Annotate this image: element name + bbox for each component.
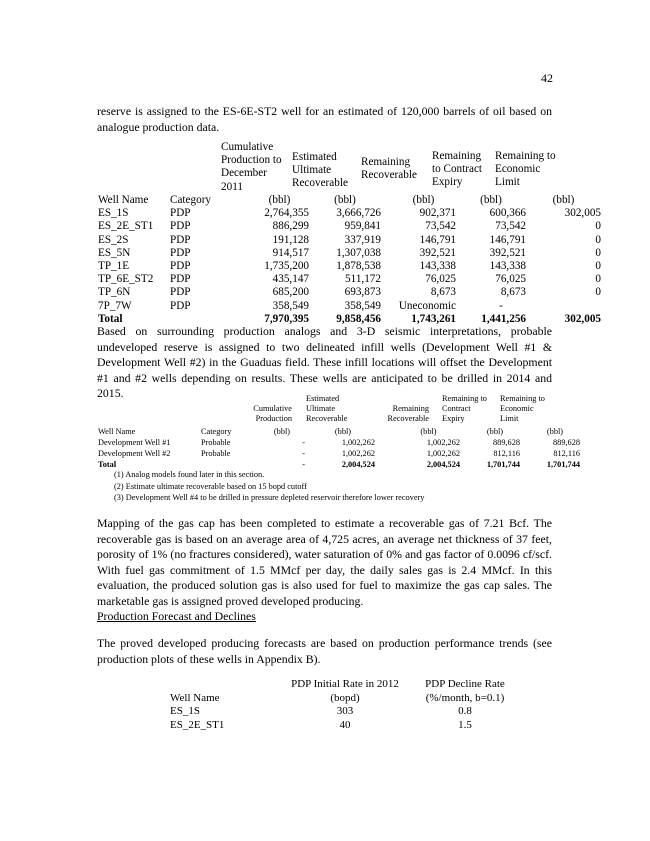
cell: 685,200 xyxy=(272,286,309,299)
cell: TP_1E xyxy=(98,260,130,273)
column-header: (bbl) xyxy=(273,427,291,436)
cell: 1,002,262 xyxy=(426,438,460,447)
cell: PDP xyxy=(170,260,191,273)
section-heading: Production Forecast and Declines xyxy=(97,609,256,623)
cell: 302,005 xyxy=(564,312,601,325)
column-header: (bbl) xyxy=(334,427,352,436)
cell: Probable xyxy=(201,449,231,458)
cell: Total xyxy=(98,312,123,325)
column-header: Well Name xyxy=(98,194,149,206)
cell: - xyxy=(302,449,305,458)
table-row xyxy=(98,437,580,448)
cell: 886,299 xyxy=(272,220,309,233)
cell: 0 xyxy=(595,260,601,273)
cell: 358,549 xyxy=(272,299,309,312)
cell: ES_2E_ST1 xyxy=(170,718,225,731)
cell: 1,735,200 xyxy=(264,260,309,273)
t2-header-eur: Estimated Ultimate Recoverable xyxy=(306,394,348,423)
table-header-row xyxy=(98,426,580,437)
column-header: PDP Decline Rate xyxy=(425,678,505,690)
table-note: (2) Estimate ultimate recoverable based on 15 bopd cutoff xyxy=(114,481,307,491)
cell: 337,919 xyxy=(344,233,381,246)
cell: 959,841 xyxy=(344,220,381,233)
cell: 2,004,524 xyxy=(341,460,375,469)
cell: PDP xyxy=(170,233,191,246)
cell: 8,673 xyxy=(500,286,526,299)
t1-header-contract: Remaining to Contract Expiry xyxy=(432,150,483,189)
table-row xyxy=(98,247,601,260)
t2-header-remaining: Remaining Recoverable xyxy=(387,404,429,423)
cell: PDP xyxy=(170,246,191,259)
cell: TP_6E_ST2 xyxy=(98,273,154,286)
table-row xyxy=(98,448,580,459)
column-header: (%/month, b=0.1) xyxy=(425,691,505,704)
column-header: Well Name xyxy=(170,691,220,704)
table-header-row xyxy=(170,692,525,706)
cell: 600,366 xyxy=(489,207,526,220)
cell: 7,970,395 xyxy=(264,312,309,325)
t1-header-economic: Remaining to Economic Limit xyxy=(495,150,556,189)
cell: 9,858,456 xyxy=(336,312,381,325)
cell: 392,521 xyxy=(419,246,456,259)
cell: 143,338 xyxy=(419,260,456,273)
table-row xyxy=(98,234,601,247)
cell: 1,002,262 xyxy=(426,449,460,458)
table-header-row xyxy=(170,678,525,692)
cell: Development Well #2 xyxy=(98,449,171,458)
t2-header-economic: Remaining to Economic Limit xyxy=(500,394,545,423)
cell: PDP xyxy=(170,273,191,286)
cell: 303 xyxy=(336,705,354,717)
cell: 889,628 xyxy=(493,438,520,447)
cell: 1,878,538 xyxy=(336,260,381,273)
cell: 40 xyxy=(339,718,351,731)
cell: 2,764,355 xyxy=(264,207,309,220)
column-header: Category xyxy=(170,194,212,206)
column-header: (bbl) xyxy=(268,194,291,206)
reserves-table-probable xyxy=(98,426,580,470)
cell: Uneconomic xyxy=(398,299,456,312)
t1-header-cumulative: Cumulative Production to December 2011 xyxy=(221,141,282,193)
paragraph-reserve: reserve is assigned to the ES-6E-ST2 well for an estimated of 120,000 barrels of oil based on analogue production data. xyxy=(97,104,552,134)
cell: 1.5 xyxy=(458,718,472,731)
cell: ES_1S xyxy=(98,207,129,220)
table-header-row xyxy=(98,194,601,207)
cell: 1,002,262 xyxy=(341,449,375,458)
table-row xyxy=(98,260,601,273)
cell: 0 xyxy=(595,233,601,246)
paragraph-forecast: The proved developed producing forecasts are based on production performance trends (see production plots of these wells in Appendix B). xyxy=(97,636,552,666)
column-header: (bbl) xyxy=(420,427,437,436)
column-header: (bbl) xyxy=(480,194,502,206)
column-header: (bbl) xyxy=(486,427,504,436)
table-row xyxy=(98,273,601,286)
t2-header-contract: Remaining to Contract Expiry xyxy=(442,394,487,423)
table-row xyxy=(98,220,601,233)
column-header: PDP Initial Rate in 2012 xyxy=(291,678,399,690)
cell: 812,116 xyxy=(493,449,520,458)
cell: 73,542 xyxy=(495,220,526,233)
cell: 76,025 xyxy=(495,273,526,286)
table-note: (3) Development Well #4 to be drilled in pressure depleted reservoir therefore lower recovery xyxy=(114,493,425,502)
page-number: 42 xyxy=(541,71,553,85)
table-notes xyxy=(114,469,424,504)
cell: Total xyxy=(98,460,117,469)
column-header: (bbl) xyxy=(552,194,575,206)
cell: 511,172 xyxy=(345,273,381,286)
cell: ES_1S xyxy=(170,705,200,717)
cell: 1,701,744 xyxy=(546,460,580,469)
cell: 1,701,744 xyxy=(486,460,520,469)
cell: 358,549 xyxy=(344,299,381,312)
cell: Probable xyxy=(201,438,231,447)
cell: PDP xyxy=(170,299,191,312)
cell: 8,673 xyxy=(430,286,456,299)
cell: 0 xyxy=(595,273,601,286)
cell: 0 xyxy=(595,286,601,299)
cell: 1,441,256 xyxy=(481,312,526,325)
cell: 0 xyxy=(595,246,601,259)
cell: - xyxy=(302,460,305,469)
t1-header-remaining: Remaining Recoverable xyxy=(361,156,417,182)
column-header: (bbl) xyxy=(334,194,356,206)
cell: TP_6N xyxy=(98,286,131,299)
t1-header-eur: Estimated Ultimate Recoverable xyxy=(292,151,348,190)
cell: 0 xyxy=(595,220,601,233)
cell: ES_5N xyxy=(98,246,131,259)
cell: ES_2E_ST1 xyxy=(98,220,154,233)
cell: 7P_7W xyxy=(98,299,132,312)
cell: 191,128 xyxy=(272,233,309,246)
cell: 435,147 xyxy=(272,273,309,286)
table-row xyxy=(170,719,525,733)
cell: 73,542 xyxy=(425,220,456,233)
reserves-table-pdp xyxy=(98,194,601,326)
cell: Development Well #1 xyxy=(98,438,171,447)
cell: 693,873 xyxy=(344,286,381,299)
cell: 1,307,038 xyxy=(336,246,381,259)
decline-table xyxy=(170,678,525,732)
cell: PDP xyxy=(170,220,191,233)
cell: PDP xyxy=(170,286,191,299)
cell: 1,002,262 xyxy=(341,438,375,447)
cell: 76,025 xyxy=(425,273,456,286)
cell: - xyxy=(499,299,503,312)
paragraph-gas-cap: Mapping of the gas cap has been completed to estimate a recoverable gas of 7.21 Bcf. The recoverable gas is based on an average area of 4,725 acres, an average net thickness of 37 feet, porosity of 1% (no fractures considered), water saturation of 0% and gas factor of 0.0096 cf/scf. With fuel gas commitment of 1.5 MMcf per day, the daily sales gas is 2.4 MMcf. In this evaluation, the produced solution gas is also used for fuel to maximize the gas cap sales. The marketable gas is assigned proved developed producing. xyxy=(97,516,552,608)
paragraph-probable: Based on surrounding production analogs and 3-D seismic interpretations, probable undeveloped reserve is assigned to two delineated infill wells (Development Well #1 & Development Well #2) in the Guaduas field. These infill locations will offset the Development #1 and #2 wells depending on results. These wells are anticipated to be drilled in 2014 and 2015. xyxy=(97,324,552,401)
table-note: (1) Analog models found later in this section. xyxy=(114,470,265,479)
table-row xyxy=(98,300,601,313)
cell: ES_2S xyxy=(98,233,129,246)
column-header: (bbl) xyxy=(412,194,435,206)
cell: 3,666,726 xyxy=(336,207,381,220)
table-row xyxy=(170,705,525,719)
cell: 2,004,524 xyxy=(426,460,460,469)
cell: 1,743,261 xyxy=(411,312,456,325)
cell: PDP xyxy=(170,207,191,220)
table-row xyxy=(98,207,601,220)
cell: - xyxy=(302,438,305,447)
cell: 812,116 xyxy=(553,449,580,458)
cell: 914,517 xyxy=(272,246,309,259)
column-header: Well Name xyxy=(98,427,136,436)
column-header: (bopd) xyxy=(330,691,360,704)
cell: 889,628 xyxy=(553,438,580,447)
cell: 302,005 xyxy=(564,207,601,220)
cell: 902,371 xyxy=(419,207,456,220)
t2-header-cumulative: Cumulative Production xyxy=(253,404,292,423)
cell: 392,521 xyxy=(489,246,526,259)
cell: 143,338 xyxy=(489,260,526,273)
cell: 0.8 xyxy=(458,705,472,717)
column-header: (bbl) xyxy=(546,427,564,436)
cell xyxy=(526,300,601,313)
cell: 146,791 xyxy=(489,233,526,246)
table-row xyxy=(98,286,601,299)
column-header: Category xyxy=(201,427,232,436)
cell: 146,791 xyxy=(419,233,456,246)
